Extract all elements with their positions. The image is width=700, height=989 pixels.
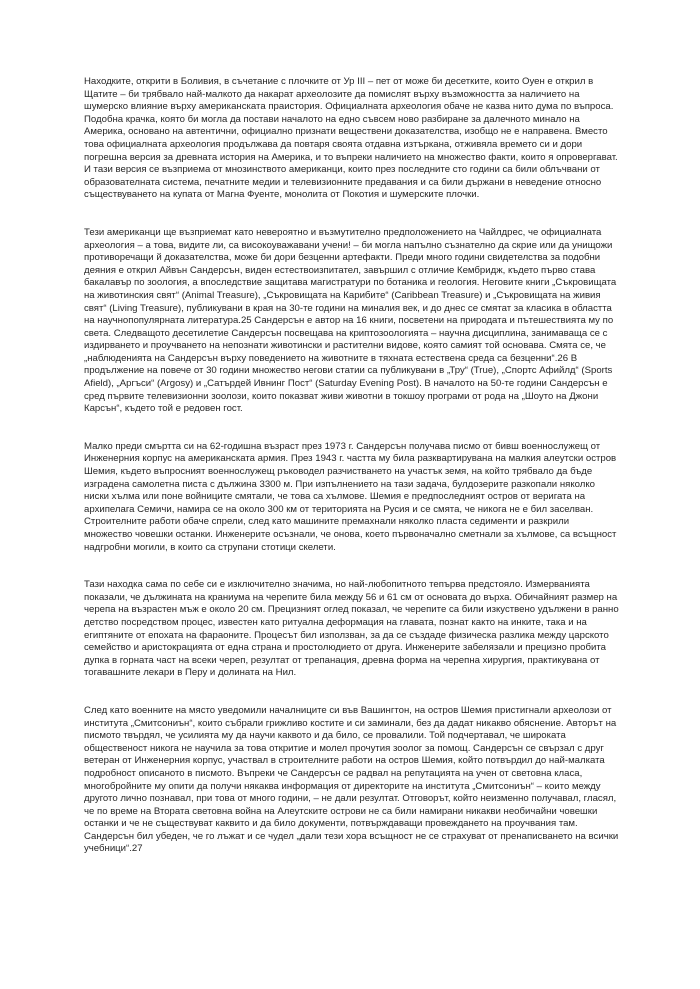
paragraph-3: Малко преди смъртта си на 62-годишна възраст през 1973 г. Сандерсън получава писмо от бивш военнослужещ от Инженерния корпус на американската армия. През 1943 г. частта му била разквартирувана на малкия алеутски остров Шемия, където въпросният военнослужещ ръководел разчистването на участък земя, на който трябвало да бъде изградена самолетна писта с дължина 3300 м. При изпълнението на тази задача, булдозерите разкопали няколко ниски хълма или поне войниците смятали, че това са хълмове. Шемия е предпоследният остров от веригата на архипелага Семичи, намира се на около 300 км от територията на Русия и се смята, че никога не е бил заселван. Строителните работи обаче спрели, след като машините премахнали няколко пласта седименти и разкрили множество човешки останки. Инженерите осъзнали, че онова, което първоначално сметнали за хълмове, са всъщност надгробни могили, в които са струпани стотици скелети. — [84, 440, 617, 553]
paragraph-2: Тези американци ще възприемат като невероятно и възмутително предположението на Чайлдрес, че официалната археология – а това, видите ли, са високоуважавани учени! – би могла напълно съзнателно да скрие или да унищожи противоречащи й доказателства, може би дори безценни артефакти. Преди много години свидетелства за подобни деяния е открил Айвън Сандерсън, виден естествоизпитател, завършил с отличие Кембридж, където първо става бакалавър по зоология, а впоследствие защитава магистратури по ботаника и геология. Неговите книги „Съкровищата на животинския свят“ (Animal Treasure), „Съкровищата на Карибите“ (Caribbean Treasure) и „Съкровищата на живия свят“ (Living Treasure), публикувани в края на 30-те години на миналия век, и до днес се смятат за класика в областта на научнопопулярната литература.25 Сандерсън е автор на 16 книги, посветени на природата и пътешествията му по света. Следващото десетилетие Сандерсън посвещава на криптозоологията – научна дисциплина, занимаваща се с издирването и проучването на непознати животински и растителни видове, която самият той основава. Смята се, че „наблюденията на Сандерсън върху поведението на животните в тяхната естествена среда са безценни“.26 В продължение на повече от 30 години множество негови статии са публикувани в „Тру“ (True), „Спортс Афийлд“ (Sports Afield), „Аргъси“ (Argosy) и „Сатърдей Ивнинг Пост“ (Saturday Evening Post). В началото на 50-те години Сандерсън е сред първите телевизионни зоолози, които показват живи животни в токшоу програми от рода на „Шоуто на Джони Карсън“, където той е редовен гост. — [84, 226, 617, 415]
paragraph-5: След като военните на място уведомили началниците си във Вашингтон, на остров Шемия пристигнали археолози от института „Смитсониън“, които събрали грижливо костите и си заминали, без да дадат никакво обяснение. Авторът на писмото твърдял, че усилията му да научи каквото и да било, се провалили. Той подчертавал, че широката общественост никога не научила за това откритие и молел прочутия зоолог за помощ. Сандерсън се свързал с друг ветеран от Инженерния корпус, участвал в строителните работи на остров Шемия, който потвърдил до най-малката подробност описаното в писмото. Въпреки че Сандерсън се радвал на репутацията на учен от световна класа, многобройните му опити да получи някаква информация от директорите на института „Смитсониън“ – които между другото лично познавал, при това от много години, – не дали резултат. Отговорът, който неизменно получавал, гласял, че по време на Втората световна война на Алеутските острови не са били намирани никакви необичайни човешки останки и че не съществуват каквито и да било документи, потвърждаващи провеждането на проучвания там. Сандерсън бил убеден, че го лъжат и се чудел „дали тези хора всъщност не се страхуват от пренаписването на всички учебници“.27 — [84, 704, 619, 855]
paragraph-1: Находките, открити в Боливия, в съчетание с плочките от Ур III – пет от може би десетките, които Оуен е открил в Щатите – би трябвало най-малкото да накарат археолозите да помислят върху възможността за наличието на шумерско влияние върху американската праистория. Официалната археология обаче не казва нито дума по въпроса. Подобна крачка, която би могла да постави началото на едно съвсем ново разбиране за далечното минало на Америка, основано на автентични, официално признати веществени доказателства, изобщо не е направена. Вместо това официалната археология продължава да повтаря своята отдавна изтъркана, отживяла времето си и дори погрешна версия за древната история на Америка, и то въпреки наличието на множество факти, които я опровергават. И тази версия се възприема от мнозинството американци, които през последните сто години са били облъчвани от образователната система, печатните медии и телевизионните предавания и са били държани в неведение относно съществуването на купата от Магна Фуенте, монолита от Покотия и шумерските плочки. — [84, 76, 618, 201]
paragraph-4: Тази находка сама по себе си е изключително значима, но най-любопитното тепърва предстояло. Измерванията показали, че дължината на краниума на черепите била между 56 и 61 см от основата до върха. Обичайният размер на черепа на възрастен мъж е около 20 см. Прецизният оглед показал, че черепите са били изкуствено удължени в ранно детство посредством процес, известен като ритуална деформация на главата, познат както на инките, така и на египтяните от епохата на фараоните. Процесът бил използван, за да се създаде физическа разлика между царското семейство и аристокрацията от една страна и простолюдието от друга. Инженерите забелязали и прецизно пробита дупка в горната част на всеки череп, резултат от трепанация, древна форма на черепна хирургия, практикувана от тогавашните лекари в Перу и долината на Нил. — [84, 579, 619, 679]
document-body — [84, 76, 620, 881]
